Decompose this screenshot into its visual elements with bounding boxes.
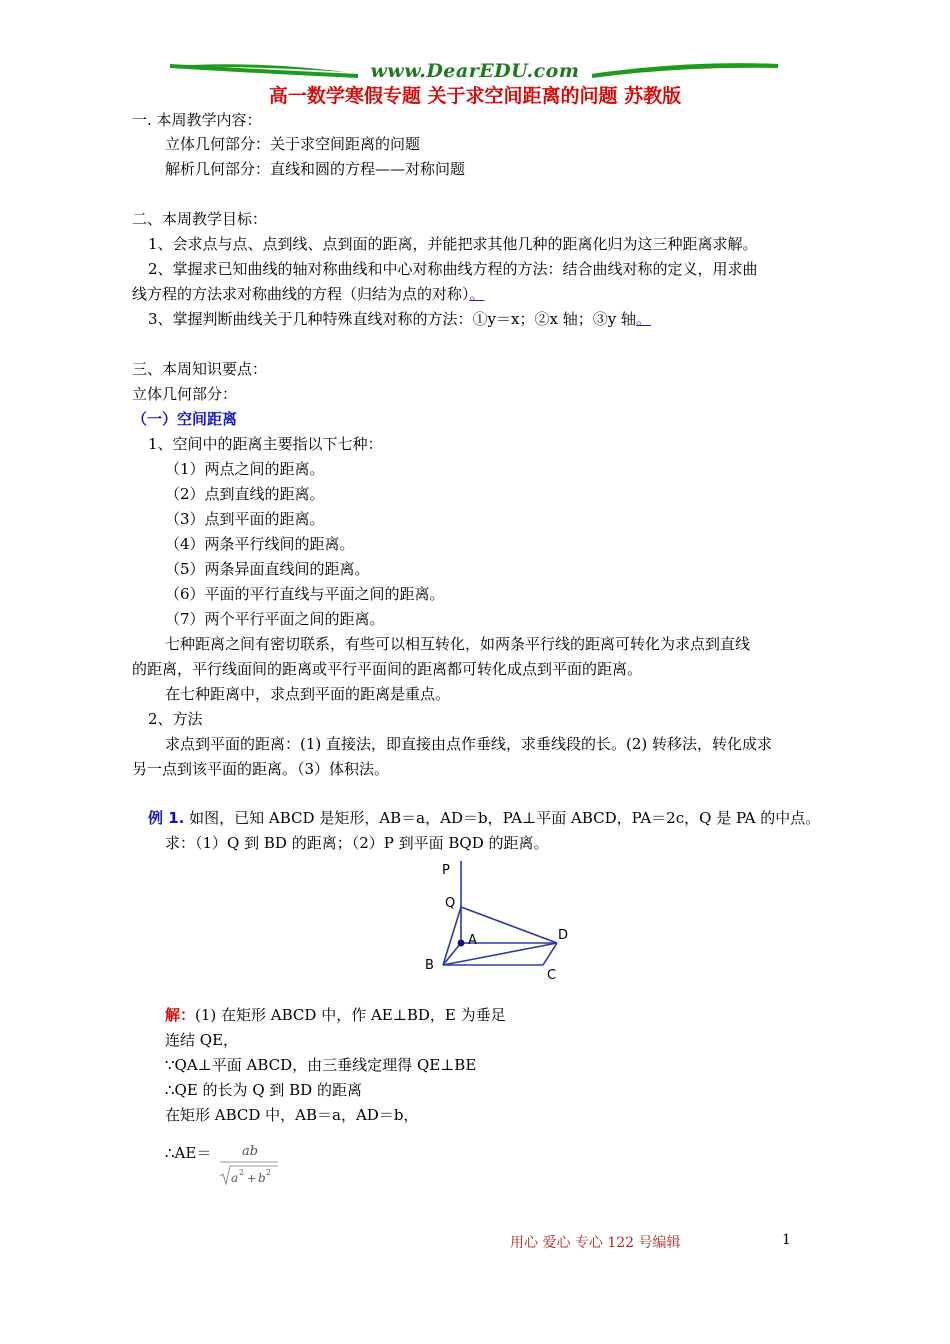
fraction-formula: [218, 1142, 280, 1188]
fraction-plus: +: [247, 1172, 257, 1185]
paragraph-relations-line2: 的距离，平行线面间的距离或平行平面间的距离都可转化成点到平面的距离。: [132, 660, 643, 678]
document-title: 高一数学寒假专题 关于求空间距离的问题 苏教版: [268, 85, 682, 107]
figure-label-q: Q: [445, 896, 456, 911]
paragraph-relations-line1: 七种距离之间有密切联系，有些可以相互转化，如两条平行线的距离可转化为求点到直线: [165, 635, 751, 653]
fraction-exp-b: 2: [266, 1168, 272, 1177]
figure-label-d: D: [558, 928, 569, 943]
distance-kind-4: （4）两条平行线间的距离。: [165, 535, 355, 553]
figure-label-a: A: [468, 933, 477, 948]
content-item-analytic: 解析几何部分：直线和圆的方程——对称问题: [165, 160, 466, 178]
fraction-den-a: a: [231, 1171, 239, 1185]
solution-step-1: [165, 1005, 506, 1025]
edge-qb: [443, 907, 461, 965]
goal-2-link-mark[interactable]: 。: [469, 285, 485, 303]
fraction-exp-a: 2: [239, 1168, 245, 1177]
distance-kind-7: （7）两个平行平面之间的距离。: [165, 610, 385, 628]
section-heading-content: 一. 本周教学内容：: [132, 111, 262, 129]
point-a-dot: [458, 940, 465, 947]
figure-label-c: C: [547, 968, 557, 983]
goal-3: [148, 309, 651, 329]
subsection-geometry: 立体几何部分：: [132, 385, 238, 403]
solution-step-4: ∴QE 的长为 Q 到 BD 的距离: [165, 1081, 362, 1099]
solution-step-3: ∵QA⊥平面 ABCD，由三垂线定理得 QE⊥BE: [165, 1056, 477, 1074]
solution-label: 解：: [165, 1006, 196, 1024]
point-1: 1、空间中的距离主要指以下七种：: [148, 435, 383, 453]
figure-label-b: B: [425, 958, 434, 973]
distance-kind-6: （6）平面的平行直线与平面之间的距离。: [165, 585, 445, 603]
section-heading-points: 三、本周知识要点：: [132, 360, 268, 378]
geometry-figure: [415, 855, 595, 990]
solution-step-2: 连结 QE，: [165, 1031, 239, 1049]
topic-heading-space-distance: （一）空间距离: [132, 410, 238, 428]
solution-step-1-text: (1) 在矩形 ABCD 中，作 AE⊥BD，E 为垂足: [195, 1006, 506, 1024]
page-number: 1: [782, 1232, 791, 1248]
brand-text: www.DearEDU.com: [370, 60, 580, 82]
edge-cd: [543, 943, 557, 965]
example-statement: [148, 808, 820, 828]
goal-3-text: 3、掌握判断曲线关于几种特殊直线对称的方法：①y＝x；②x 轴；③y 轴: [148, 310, 636, 328]
section-heading-goals: 二、本周教学目标：: [132, 210, 268, 228]
method-line1: 求点到平面的距离：(1) 直接法，即直接由点作垂线，求垂线段的长。(2) 转移法，转化成求: [165, 735, 773, 753]
goal-3-link-mark[interactable]: 。: [635, 310, 651, 328]
example-label: 例 1.: [148, 809, 185, 827]
distance-kind-2: （2）点到直线的距离。: [165, 485, 325, 503]
content-item-geometry: 立体几何部分：关于求空间距离的问题: [165, 135, 421, 153]
goal-2-line2: [132, 284, 485, 304]
solution-step-6: ∴AE＝: [165, 1144, 212, 1162]
solution-step-5: 在矩形 ABCD 中，AB＝a，AD＝b，: [165, 1106, 419, 1124]
example-question: 求：（1）Q 到 BD 的距离；（2）P 到平面 BQD 的距离。: [165, 834, 549, 852]
fraction-den-b: b: [258, 1171, 266, 1185]
fraction-numerator: ab: [242, 1144, 259, 1159]
method-line2: 另一点到该平面的距离。（3）体积法。: [132, 760, 390, 778]
figure-label-p: P: [442, 863, 450, 878]
goal-2-line1: 2、掌握求已知曲线的轴对称曲线和中心对称曲线方程的方法：结合曲线对称的定义，用求曲: [148, 260, 758, 278]
goal-1: 1、会求点与点、点到线、点到面的距离，并能把求其他几种的距离化归为这三种距离求解。: [148, 235, 758, 253]
goal-2-text: 线方程的方法求对称曲线的方程（归结为点的对称）: [132, 285, 470, 303]
distance-kind-5: （5）两条异面直线间的距离。: [165, 560, 370, 578]
paragraph-key-point: 在七种距离中，求点到平面的距离是重点。: [165, 685, 451, 703]
distance-kind-3: （3）点到平面的距离。: [165, 510, 325, 528]
example-text: 如图，已知 ABCD 是矩形，AB＝a，AD＝b，PA⊥平面 ABCD，PA＝2c，Q 是 PA 的中点。: [189, 809, 821, 827]
distance-kind-1: （1）两点之间的距离。: [165, 460, 325, 478]
point-2-method: 2、方法: [148, 710, 203, 728]
footer-slogan: 用心 爱心 专心 122 号编辑: [510, 1235, 681, 1251]
